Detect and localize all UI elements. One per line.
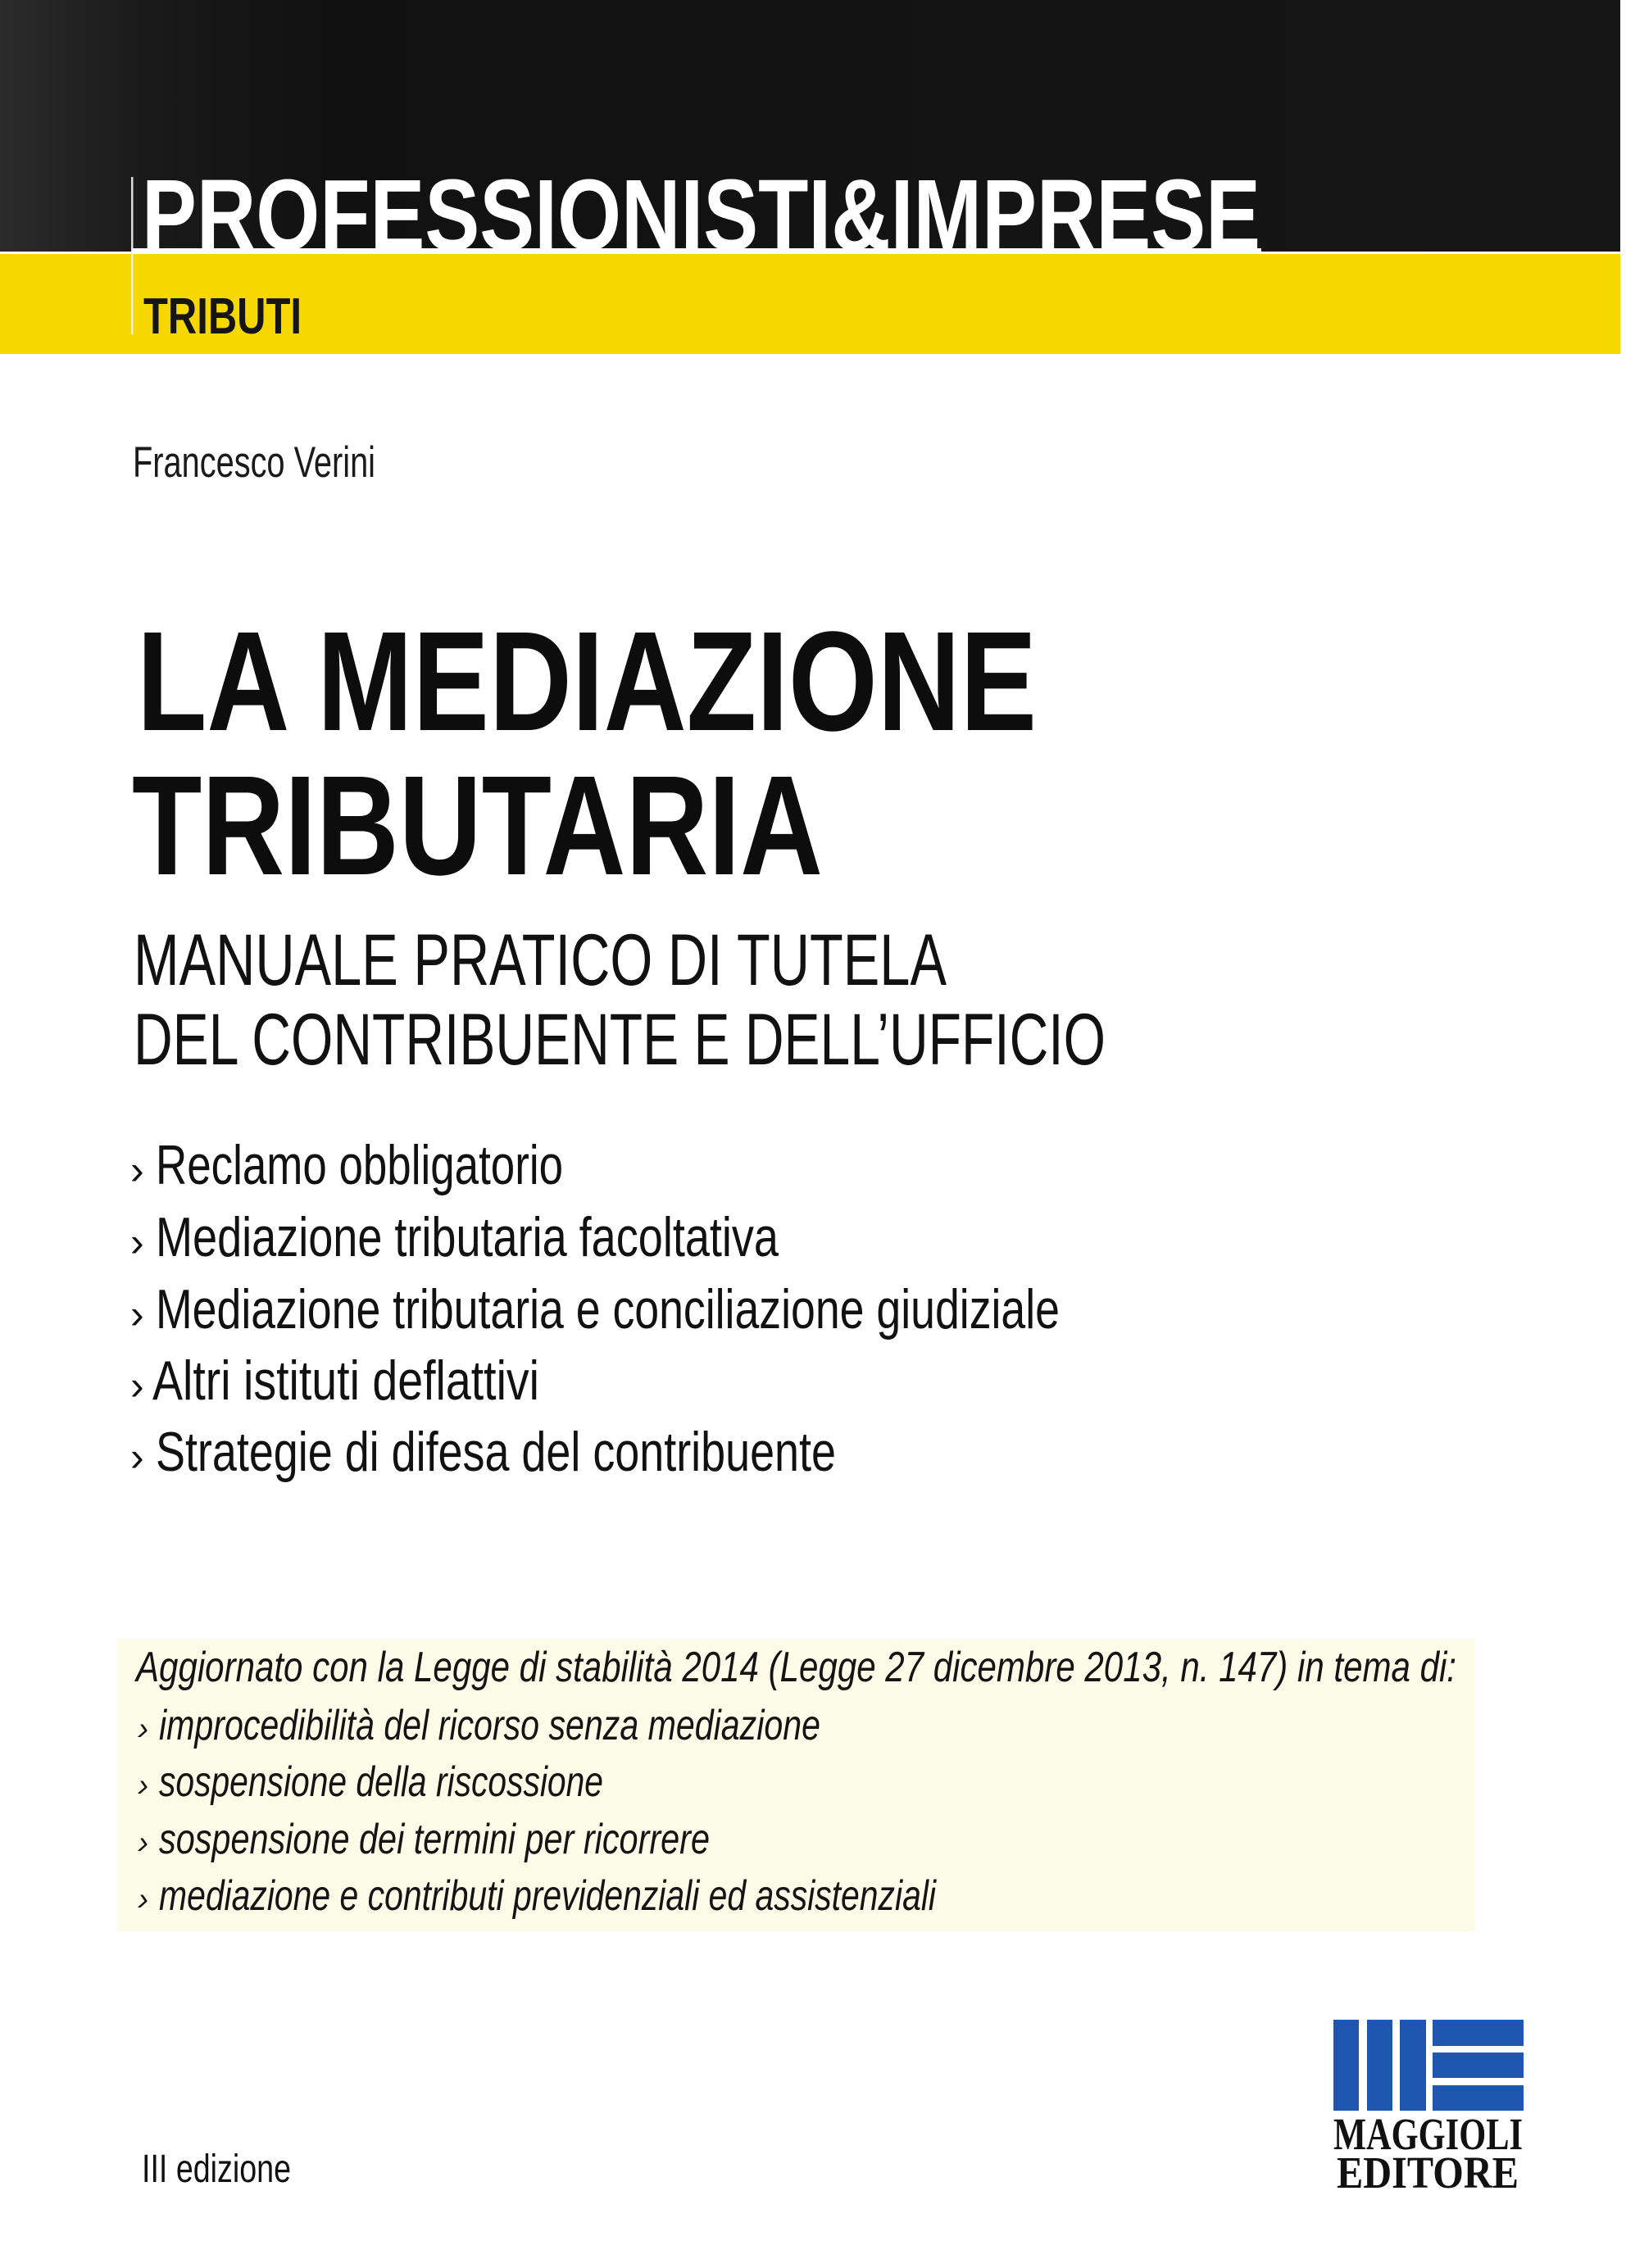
series-vertical-rule <box>131 177 134 334</box>
topic-item <box>130 1206 779 1268</box>
topic-item <box>130 1349 539 1412</box>
topic-label: Reclamo obbligatorio <box>156 1134 563 1196</box>
series-name: PROFESSIONISTI&IMPRESE <box>142 160 1260 272</box>
update-note-item: improcedibilità del ricorso senza mediazione <box>159 1702 820 1749</box>
topic-label: Strategie di difesa del contribuente <box>156 1421 836 1483</box>
topic-item <box>130 1278 1060 1340</box>
publisher-name-line-2: EDITORE <box>1337 2148 1519 2198</box>
update-note-item: sospensione dei termini per ricorrere <box>159 1816 710 1863</box>
bullet-chevron-icon: › <box>138 1711 149 1747</box>
update-note-item: sospensione della riscossione <box>159 1758 603 1806</box>
title-line-1: LA MEDIAZIONE <box>137 601 1037 760</box>
bullet-chevron-icon: › <box>130 1219 144 1265</box>
bullet-chevron-icon: › <box>138 1881 149 1917</box>
subtitle-line-1: MANUALE PRATICO DI TUTELA <box>134 919 947 1000</box>
title-line-2: TRIBUTARIA <box>132 746 823 905</box>
bullet-chevron-icon: › <box>130 1434 144 1480</box>
topic-label: Mediazione tributaria e conciliazione giudiziale <box>156 1278 1060 1340</box>
update-note-item: mediazione e contributi previdenziali ed assistenziali <box>159 1872 938 1920</box>
topic-label: Altri istituti deflattivi <box>152 1349 539 1412</box>
topic-label: Mediazione tributaria facoltativa <box>156 1206 779 1268</box>
subtitle-line-2: DEL CONTRIBUENTE E DELL’UFFICIO <box>134 998 1106 1080</box>
publisher-name-line-1: MAGGIOLI <box>1333 2109 1523 2159</box>
edition-label: III edizione <box>142 2148 291 2191</box>
bullet-chevron-icon: › <box>130 1147 144 1193</box>
bullet-chevron-icon: › <box>130 1291 144 1337</box>
topic-item <box>130 1421 836 1483</box>
bullet-chevron-icon: › <box>130 1363 144 1408</box>
series-category: TRIBUTI <box>143 288 302 345</box>
author-name: Francesco Verini <box>133 438 375 487</box>
topic-item <box>130 1134 563 1196</box>
bullet-chevron-icon: › <box>138 1825 149 1861</box>
bullet-chevron-icon: › <box>138 1767 149 1803</box>
update-note-intro: Aggiornato con la Legge di stabilità 2014 (Legge 27 dicembre 2013, n. 147) in tema di: <box>134 1644 1457 1691</box>
